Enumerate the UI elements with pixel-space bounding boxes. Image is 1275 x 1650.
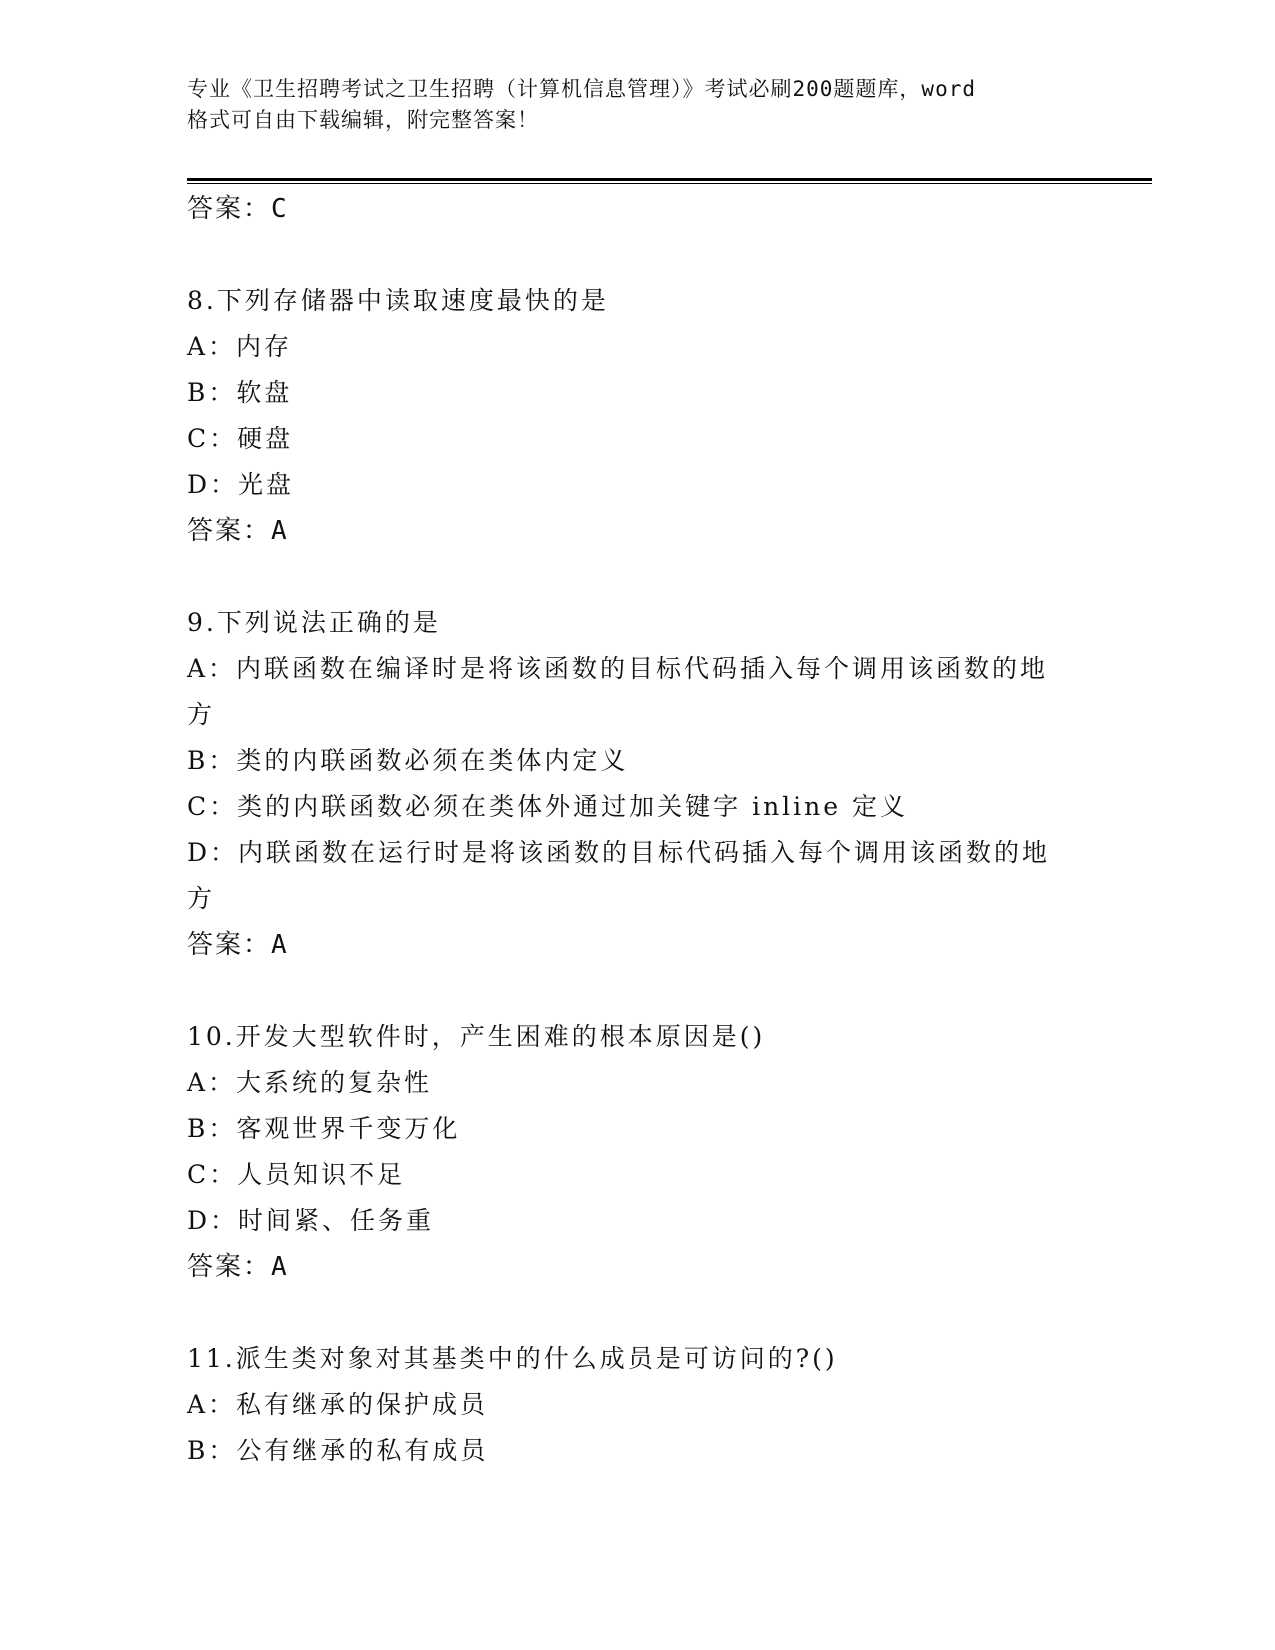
option-b: B：类的内联函数必须在类体内定义 <box>187 746 629 775</box>
spacer <box>187 232 1127 278</box>
answer-line <box>187 186 1127 232</box>
question-list <box>187 186 1127 1474</box>
option-d: D：内联函数在运行时是将该函数的目标代码插入每个调用该函数的地 <box>187 838 1051 867</box>
question-text: 8.下列存储器中读取速度最快的是 <box>187 286 609 315</box>
option-a-continued: 方 <box>187 700 216 729</box>
option-c: C：人员知识不足 <box>187 1160 406 1189</box>
header-line-1: 专业《卫生招聘考试之卫生招聘（计算机信息管理）》考试必刷200题题库，word <box>187 77 976 101</box>
answer-value: A <box>271 516 289 546</box>
question-text: 11.派生类对象对其基类中的什么成员是可访问的?() <box>187 1344 838 1373</box>
option-d: D：时间紧、任务重 <box>187 1206 435 1235</box>
spacer <box>187 554 1127 600</box>
answer-value: A <box>271 1252 289 1282</box>
option-d-continued: 方 <box>187 884 216 913</box>
spacer <box>187 968 1127 1014</box>
option-c: C：类的内联函数必须在类体外通过加关键字 inline 定义 <box>187 792 909 821</box>
option-a: A：私有继承的保护成员 <box>187 1390 489 1419</box>
question-text: 9.下列说法正确的是 <box>187 608 441 637</box>
header-line-2: 格式可自由下载编辑，附完整答案！ <box>187 108 539 132</box>
answer-label: 答案： <box>187 930 272 960</box>
answer-label: 答案： <box>187 194 272 224</box>
answer-line <box>187 1244 1127 1290</box>
document-header <box>187 74 1087 136</box>
option-b: B：公有继承的私有成员 <box>187 1436 489 1465</box>
header-divider-thick <box>187 178 1152 181</box>
answer-line <box>187 508 1127 554</box>
option-d: D：光盘 <box>187 470 295 499</box>
header-divider-thin <box>187 183 1152 184</box>
answer-label: 答案： <box>187 516 272 546</box>
option-c: C：硬盘 <box>187 424 294 453</box>
answer-line <box>187 922 1127 968</box>
question-text: 10.开发大型软件时，产生困难的根本原因是() <box>187 1022 766 1051</box>
option-a: A：内存 <box>187 332 293 361</box>
answer-value: A <box>271 930 289 960</box>
option-a: A：大系统的复杂性 <box>187 1068 433 1097</box>
answer-value: C <box>271 194 289 224</box>
option-a: A：内联函数在编译时是将该函数的目标代码插入每个调用该函数的地 <box>187 654 1049 683</box>
spacer <box>187 1290 1127 1336</box>
option-b: B：软盘 <box>187 378 293 407</box>
answer-label: 答案： <box>187 1252 272 1282</box>
option-b: B：客观世界千变万化 <box>187 1114 461 1143</box>
